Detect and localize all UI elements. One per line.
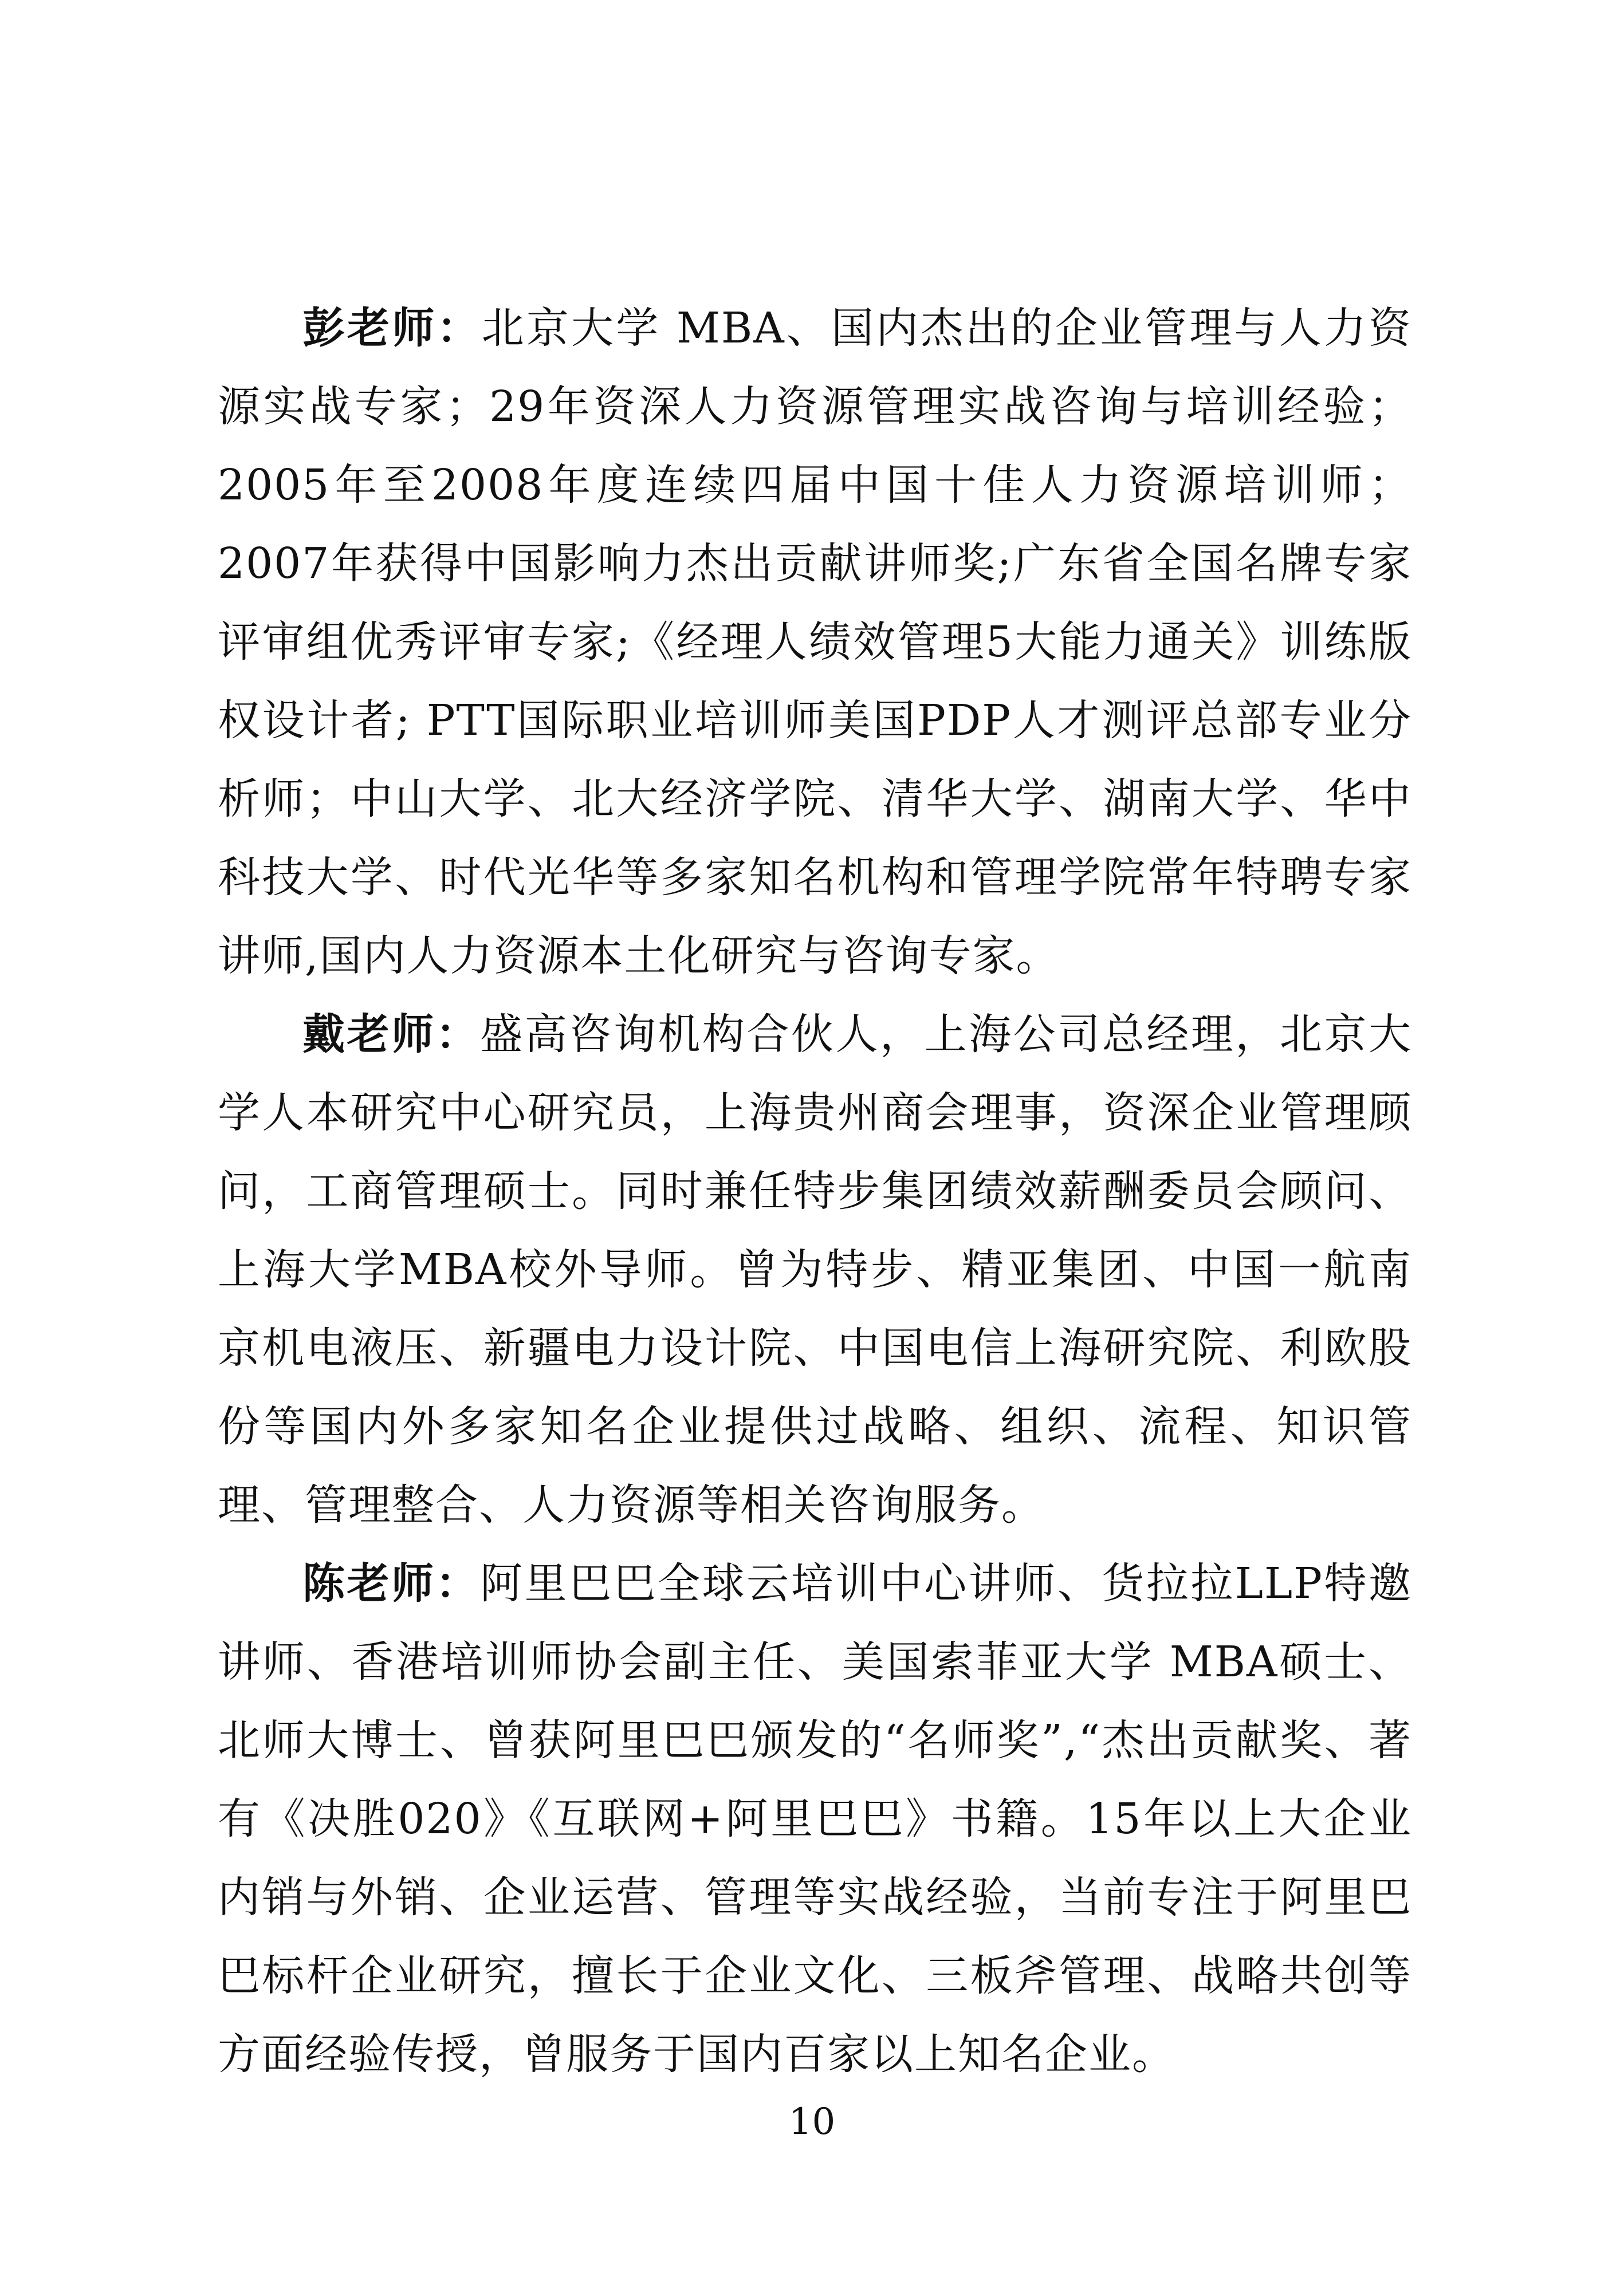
instructor-bio-text: 阿里巴巴全球云培训中心讲师、货拉拉LLP特邀讲师、香港培训师协会副主任、美国索菲亚大学 MBA硕士、北师大博士、曾获阿里巴巴颁发的“名师奖”,“杰出贡献奖、著有《决胜020》《互联网+阿里巴巴》书籍。15年以上大企业内销与外销、企业运营、管理等实战经验，当前专注于阿里巴巴标杆企业研究，擅长于企业文化、三板斧管理、战略共创等方面经验传授，曾服务于国内百家以上知名企业。 [218,1559,1412,2079]
instructor-name: 戴老师： [302,1010,481,1059]
instructor-bio-chen [218,1545,1412,2094]
document-body [218,289,1412,2094]
instructor-name: 彭老师： [302,304,482,353]
instructor-bio-dai [218,995,1412,1545]
page-number: 10 [788,2101,836,2143]
instructor-bio-peng [218,289,1412,995]
instructor-name: 陈老师： [302,1559,481,1608]
instructor-bio-text: 北京大学 MBA、国内杰出的企业管理与人力资源实战专家；29年资深人力资源管理实战咨询与培训经验；2005年至2008年度连续四届中国十佳人力资源培训师；2007年获得中国影响力杰出贡献讲师奖;广东省全国名牌专家评审组优秀评审专家;《经理人绩效管理5大能力通关》训练版权设计者; PTT国际职业培训师美国PDP人才测评总部专业分析师；中山大学、北大经济学院、清华大学、湖南大学、华中科技大学、时代光华等多家知名机构和管理学院常年特聘专家讲师,国内人力资源本土化研究与咨询专家。 [218,304,1412,980]
instructor-bio-text: 盛高咨询机构合伙人，上海公司总经理，北京大学人本研究中心研究员，上海贵州商会理事，资深企业管理顾问，工商管理硕士。同时兼任特步集团绩效薪酬委员会顾问、上海大学MBA校外导师。曾为特步、精亚集团、中国一航南京机电液压、新疆电力设计院、中国电信上海研究院、利欧股份等国内外多家知名企业提供过战略、组织、流程、知识管理、管理整合、人力资源等相关咨询服务。 [218,1010,1413,1530]
